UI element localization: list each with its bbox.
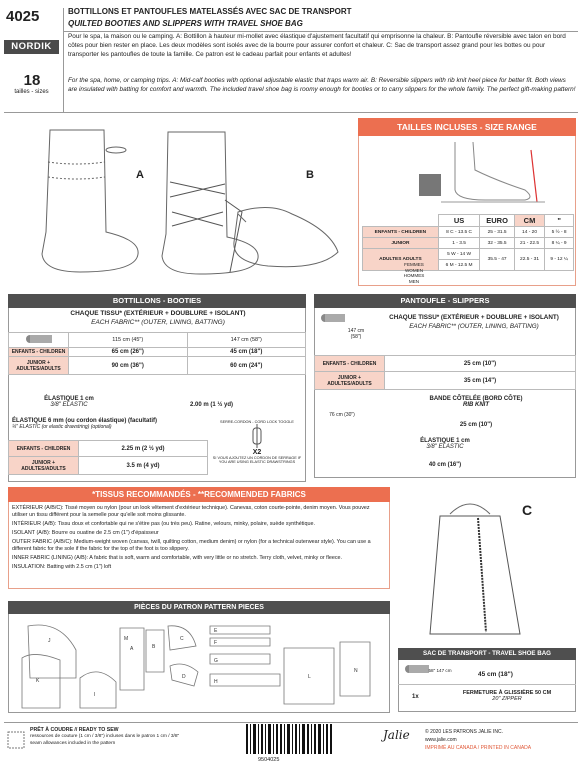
sizes-label: tailles - sizes — [14, 89, 49, 95]
rib-width: 76 cm (30") — [329, 412, 355, 418]
slipper-yardage-table — [314, 355, 576, 390]
slipper-elastic-value: 40 cm (16") — [428, 462, 462, 468]
piece-label: L — [308, 674, 311, 680]
slipper-view-b — [234, 207, 338, 266]
slipper-fabric-width: 147 cm (58") — [347, 328, 365, 340]
toggle-icon — [247, 424, 267, 448]
size-range-title: TAILLES INCLUSES - SIZE RANGE — [358, 118, 576, 136]
foot-illustration-icon — [415, 140, 565, 212]
view-b-label: B — [306, 169, 314, 181]
table-row: ADULTES ADULTS 5 W - 14 W 35.5 - 47 22.5 - 31 9 - 12 ¼ — [363, 249, 574, 260]
rib-value: 25 cm (10") — [459, 422, 493, 428]
piece-label: C — [180, 636, 184, 642]
divider — [63, 31, 578, 32]
zipper: FERMETURE À GLISSIÈRE 50 CM 20" ZIPPER — [462, 690, 552, 702]
booties-fabric-heading: CHAQUE TISSU* (EXTÉRIEUR + DOUBLURE + ISOLANT) EACH FABRIC** (OUTER, LINING, BATTING) — [70, 310, 246, 326]
ready-to-sew: PRÊT À COUDRE // READY TO SEW — [30, 727, 119, 733]
brand-logo: Jalie — [383, 728, 410, 742]
cord-lock-toggle: SERRE-CORDON - CORD LOCK TOGGLE X2 SI VOUS AJOUTEZ UN CORDON DE SERRAGE IF YOU ARE USING ELASTIC DRAWSTRINGS — [212, 420, 302, 464]
sewing-pattern-icon — [6, 728, 26, 750]
table-row: JUNIOR 1 - 3.5 32 - 35.5 21 - 22.5 8 ¼ - 9 — [363, 238, 574, 249]
table-row: JUNIOR + ADULTES/ADULTS 90 cm (36") 60 cm (24") — [9, 357, 306, 375]
divider — [63, 8, 64, 112]
piece-label: H — [214, 679, 218, 685]
slippers-title: PANTOUFLE - SLIPPERS — [314, 294, 576, 308]
piece-label: I — [94, 692, 96, 698]
piece-label: E — [214, 628, 218, 634]
seam-allowance: ressources de couture (1 cm / 3/8") incluses dans le patron 1 cm / 3/8" seam allowances included in the pattern — [30, 734, 180, 746]
table-row: JUNIOR + ADULTES/ADULTS 35 cm (14") — [315, 372, 576, 390]
description-en: For the spa, home, or camping trips. A: Mid-calf booties with optional adjustable elastic that traps warm air. B: Reversible slippers with rib knit heel piece for better fit. Both views are insulated with batting for comfort and warmth. The included travel shoe bag is roomy enough for booties or to carry slippers for the whole family. The perfect gift-making pattern! — [68, 77, 576, 93]
table-row: JUNIOR + ADULTES/ADULTS 3.5 m (4 yd) — [9, 457, 208, 475]
pattern-pieces-title: PIÈCES DU PATRON PATTERN PIECES — [8, 601, 390, 614]
bag-fabric-width: 58" 147 cm — [428, 668, 452, 673]
booties-elastic6: ÉLASTIQUE 6 mm (ou cordon élastique) (facultatif) ¼" ELASTIC (or elastic drawstring) (optional) — [12, 418, 158, 430]
title-fr: BOTTILLONS ET PANTOUFLES MATELASSÉS AVEC SAC DE TRANSPORT — [68, 7, 352, 16]
description-fr: Pour le spa, la maison ou le camping. A: Bottillon à hauteur mi-mollet avec élastique d'ajustement facultatif qui emprisonne la chaleur. B: Pantoufle réversible avec talon en bord côtes pour bien rester en place. Les deux modèles sont isolés avec de la bourre pour assurer confort et chaleur. C: Sac de transport assez grand pour les bottes ou pour transporter les pantoufles de toute la famille. Ce patron est le cadeau parfait pour enfants et adultes! — [68, 33, 566, 58]
table-row: ENFANTS - CHILDREN 8 C - 13.5 C 25 - 31.5 14 - 20 5 ½ - 8 — [363, 227, 574, 238]
slipper-elastic: ÉLASTIQUE 1 cm 3/8" ELASTIC — [420, 438, 470, 450]
view-c-label: C — [522, 502, 533, 518]
col-euro: EURO — [480, 215, 514, 227]
piece-label: A — [130, 646, 134, 652]
zipper-qty: 1x — [412, 694, 419, 700]
booties-yardage-table: 115 cm (45") 147 cm (58") ENFANTS - CHILDREN 65 cm (26") 45 cm (18") JUNIOR + ADULTES/ADULTS 90 cm (36") 60 cm (24") — [8, 332, 306, 375]
table-row: ENFANTS - CHILDREN 65 cm (26") 45 cm (18") — [9, 348, 306, 357]
barcode — [246, 724, 334, 760]
booties-elastic-value: 2.00 m (1 ½ yd) — [190, 402, 234, 408]
booties-elastic: ÉLASTIQUE 1 cm 3/8" ELASTIC — [44, 396, 94, 408]
col-us: US — [438, 215, 480, 227]
piece-label: K — [36, 678, 40, 684]
travel-bag-title: SAC DE TRANSPORT - TRAVEL SHOE BAG — [398, 648, 576, 660]
table-row: 6 M - 12.5 M — [363, 260, 574, 271]
fabric-roll-icon — [24, 334, 54, 344]
slipper-fabric-heading: CHAQUE TISSU* (EXTÉRIEUR + DOUBLURE + ISOLANT) EACH FABRIC** (OUTER, LINING, BATTING) — [389, 314, 559, 330]
table-row: ENFANTS - CHILDREN 2.25 m (2 ½ yd) — [9, 441, 208, 457]
fabrics-text: EXTÉRIEUR (A/B/C): Tissé moyen ou nylon (pour un look vêtement d'extérieur technique). Canevas, coton courte-pointe, denim moyen. Vous pouvez utiliser un tissu différent pour la semelle pour qu'elle soit moins glissante. INTÉRIEUR (A/B): Tissu doux et confortable qui ne s'étire pas (ou très peu). Ratine, velours, minky, polaire, suède synthétique. ISOLANT (A/B): Bourre ou ouatine de 2.5 cm (1") d'épaisseur OUTER FABRIC (A/B/C): Medium-weight woven (canvas, twill, quilting cotton, medium denim) or nylon (for a technical outerwear style). You can use a different fabric for the sole if the fabric for the top of the foot is too slippery. INNER FABRIC (LINING) (A/B): A fabric that is soft, warm and comfortable, with very little or no stretch. Terry cloth, velvet, minky or fleece. INSULATION: Batting with 2.5 cm (1") loft — [12, 505, 371, 570]
pattern-code: 4025 — [6, 8, 40, 25]
piece-label: F — [214, 640, 218, 646]
piece-label: D — [182, 674, 186, 680]
col-cm: CM — [514, 215, 545, 227]
barcode-number: 9504025 — [258, 757, 280, 763]
piece-label: G — [214, 658, 218, 664]
booties-title: BOTTILLONS - BOOTIES — [8, 294, 306, 308]
collection-badge: NORDIK — [4, 40, 59, 54]
sizes-count: 18 — [23, 72, 41, 89]
booties-elastic6-table — [8, 440, 208, 475]
col-inches: " — [545, 215, 574, 227]
copyright: © 2020 LES PATRONS JALIE INC. www.jalie.com IMPRIMÉ AU CANADA / PRINTED IN CANADA — [425, 729, 532, 751]
bootie-view-a-side — [162, 132, 258, 274]
fabrics-title: *TISSUS RECOMMANDÉS - **RECOMMENDED FABRICS — [8, 487, 390, 502]
bootie-view-a-front — [42, 130, 138, 272]
rib-knit: BANDE CÔTELÉE (BORD CÔTE) RIB KNIT — [429, 396, 523, 408]
bag-fabric-value: 45 cm (18") — [478, 671, 513, 678]
women-men-labels: FEMMES WOMEN HOMMES MEN — [403, 262, 425, 284]
piece-label: N — [354, 668, 358, 674]
title-en: QUILTED BOOTIES AND SLIPPERS WITH TRAVEL SHOE BAG — [68, 19, 303, 28]
divider — [398, 684, 576, 685]
piece-label: J — [48, 638, 51, 644]
divider — [4, 112, 578, 113]
piece-label: M — [124, 636, 129, 642]
view-illustrations — [20, 122, 350, 282]
table-row: ENFANTS - CHILDREN 25 cm (10") — [315, 356, 576, 372]
view-a-label: A — [136, 169, 144, 181]
size-range-table — [362, 214, 574, 271]
fabric-roll-icon — [320, 312, 346, 324]
divider — [4, 722, 578, 723]
piece-label: B — [152, 644, 156, 650]
pattern-pieces-diagram — [20, 620, 380, 710]
